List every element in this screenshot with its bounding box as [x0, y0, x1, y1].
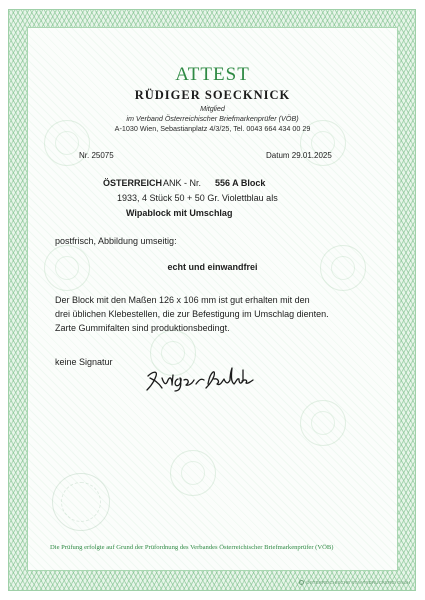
embossed-seal — [52, 473, 110, 531]
stamp-variant: Wipablock mit Umschlag — [126, 208, 233, 218]
description-line: drei üblichen Klebestellen, die zur Befestigung im Umschlag dienten. — [55, 309, 329, 319]
expert-name: RÜDIGER SOECKNICK — [134, 88, 291, 102]
stamp-description: 1933, 4 Stück 50 + 50 Gr. Violettblau als — [117, 193, 278, 203]
handwritten-signature — [144, 362, 256, 392]
watermark-rosette — [170, 450, 216, 496]
printer-copyright: ÖSTERREICHISCHE STAATSDRUCKEREI GmbH — [306, 580, 411, 585]
description-line: Der Block mit den Maßen 126 x 106 mm ist gut erhalten mit den — [55, 295, 310, 305]
expert-role: Mitglied — [200, 104, 225, 113]
watermark-rosette — [300, 400, 346, 446]
certificate-number: Nr. 25075 — [79, 151, 114, 160]
expert-address: A-1030 Wien, Sebastianplatz 4/3/25, Tel. 0043 664 434 00 29 — [114, 124, 311, 133]
expert-association: im Verband Österreichischer Briefmarkenprüfer (VÖB) — [126, 114, 299, 123]
verdict-text: echt und einwandfrei — [167, 262, 258, 272]
catalog-label: ANK - Nr. — [163, 178, 202, 188]
certificate-title: ATTEST — [175, 64, 250, 85]
description-line: Zarte Gummifalten sind produktionsbedingt. — [55, 323, 230, 333]
footer-note: Die Prüfung erfolgte auf Grund der Prüfordnung des Verbandes Österreichischer Briefmarkenprüfer (VÖB) — [50, 544, 334, 551]
stamp-country: ÖSTERREICH — [103, 178, 163, 188]
copyright-icon — [299, 580, 304, 585]
signature-note: keine Signatur — [55, 357, 113, 367]
condition-text: postfrisch, Abbildung umseitig: — [55, 236, 177, 246]
catalog-number: 556 A Block — [215, 178, 266, 188]
certificate-date: Datum 29.01.2025 — [266, 151, 332, 160]
